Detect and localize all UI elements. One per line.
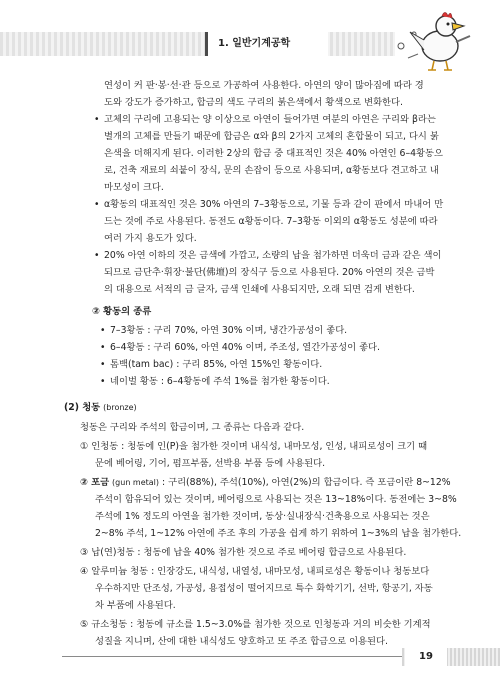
text-line: 우수하지만 단조성, 가공성, 용접성이 떨어지므로 특수 화학기기, 선박, 항공기, 자동 bbox=[95, 583, 433, 594]
text-line: 차 부품에 사용된다. bbox=[95, 600, 176, 611]
text-line: 6–4황동 : 구리 60%, 아연 40% 이며, 주조성, 열간가공성이 좋다. bbox=[110, 342, 380, 353]
text-line: 별개의 고체를 만들기 때문에 합금은 α와 β의 2가지 고체의 혼합물이 되고, 다시 붉 bbox=[104, 131, 439, 142]
text-line: ⑤ 규소청동 : 청동에 규소를 1.5~3.0%를 첨가한 것으로 인청동과 거의 비슷한 기계적 bbox=[80, 619, 431, 630]
text-line: 20% 아연 이하의 것은 금색에 가깝고, 소량의 납을 첨가하면 더욱더 금과 같은 색이 bbox=[104, 250, 442, 261]
text-line: α황동의 대표적인 것은 30% 아연의 7–3황동으로, 기물 등과 같이 판에서 마내어 만 bbox=[104, 199, 444, 210]
page-footer bbox=[0, 648, 500, 666]
text-line: ④ 알루미늄 청동 : 인장강도, 내식성, 내열성, 내마모성, 내피로성은 황동이나 청동보다 bbox=[80, 566, 430, 577]
text-line: 되므로 금단추·휘장·불단(佛壇)의 장식구 등으로 사용된다. 20% 아연의 것은 금박 bbox=[104, 267, 435, 278]
text-line: ① 인청동 : 청동에 인(P)을 첨가한 것이며 내식성, 내마모성, 인성, 내피로성이 크기 때 bbox=[80, 441, 428, 452]
page-number: 19 bbox=[405, 648, 447, 666]
text-line: ③ 납(연)청동 : 청동에 납을 40% 첨가한 것으로 주로 베어링 합금으로 사용된다. bbox=[80, 547, 407, 558]
text-line: 문에 베어링, 기어, 펌프부품, 선박용 부품 등에 사용된다. bbox=[95, 458, 326, 469]
text-line: 드는 것에 주로 사용된다. 동전도 α황동이다. 7–3황동 이외의 α황동도 성분에 따라 bbox=[104, 216, 438, 227]
text-line: 7–3황동 : 구리 70%, 아연 30% 이며, 냉간가공성이 좋다. bbox=[110, 325, 348, 336]
bullet-icon: • bbox=[100, 359, 106, 370]
subsection-heading: ② 황동의 종류 bbox=[92, 306, 152, 317]
text-line: 주석이 함유되어 있는 것이며, 베어링으로 사용되는 것은 13~18%이다. 동전에는 3~8% bbox=[95, 494, 457, 505]
text-line: 2~8% 주석, 1~12% 아연에 주조 후의 가공을 쉽게 하기 위하여 1~3%의 납을 첨가한다. bbox=[95, 528, 462, 539]
text-line: 로, 건축 재료의 쇠붙이 장식, 문의 손잡이 등으로 사용되며, α황동보다 견고하고 내 bbox=[104, 165, 439, 176]
footer-rule bbox=[62, 656, 402, 657]
text-line: ② 포금 (gun metal) : 구리(88%), 주석(10%), 아연(2%)의 합금이다. 즉 포금이란 8~12% bbox=[80, 477, 451, 488]
text-line: 은색을 더해지게 된다. 이러한 2상의 합금 중 대표적인 것은 40% 아연인 6–4황동으 bbox=[104, 148, 443, 159]
text-line: 마모성이 크다. bbox=[104, 182, 164, 193]
bullet-icon: • bbox=[100, 376, 106, 387]
chapter-title: 1. 일반기계공학 bbox=[205, 32, 328, 56]
text-line: 고체의 구리에 고용되는 양 이상으로 아연이 들어가면 여분의 아연은 구리와 β라는 bbox=[104, 114, 436, 125]
bullet-icon: • bbox=[94, 199, 100, 210]
text-line: 청동은 구리와 주석의 합금이며, 그 종류는 다음과 같다. bbox=[80, 422, 305, 433]
text-line: 의 대용으로 서적의 금 글자, 금색 인쇄에 사용되지만, 오래 되면 검게 변한다. bbox=[104, 284, 415, 295]
text-line: 연성이 커 판·봉·선·관 등으로 가공하여 사용한다. 아연의 양이 많아짐에 따라 경 bbox=[104, 80, 424, 91]
text-line: 톰백(tam bac) : 구리 85%, 아연 15%인 황동이다. bbox=[110, 359, 323, 370]
bullet-icon: • bbox=[94, 114, 100, 125]
text-line: 주석에 1% 정도의 아연을 첨가한 것이며, 동상·실내장식·건축용으로 사용되는 것은 bbox=[95, 511, 430, 522]
section-heading: (2) 청동 (bronze) bbox=[64, 402, 137, 413]
bullet-icon: • bbox=[100, 325, 106, 336]
bullet-icon: • bbox=[94, 250, 100, 261]
text-line: 네이벌 황동 : 6–4황동에 주석 1%를 첨가한 황동이다. bbox=[110, 376, 330, 387]
text-line: 도와 강도가 증가하고, 합금의 색도 구리의 붉은색에서 황색으로 변화한다. bbox=[104, 97, 403, 108]
text-line: 성질을 지니며, 산에 대한 내식성도 양호하고 또 주조 합금으로 이용된다. bbox=[95, 636, 388, 647]
bullet-icon: • bbox=[100, 342, 106, 353]
text-line: 여러 가지 용도가 있다. bbox=[104, 233, 197, 244]
